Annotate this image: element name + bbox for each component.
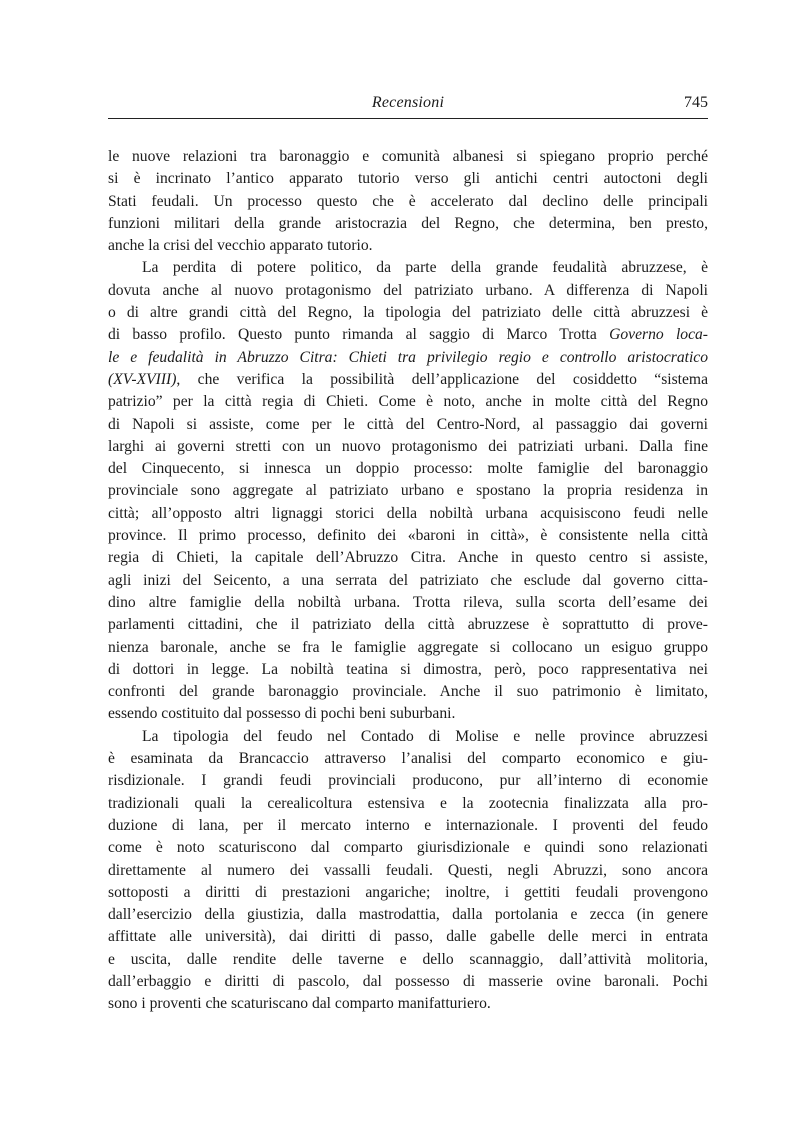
text-run: è esaminata da Brancaccio attraverso l’analisi del comparto economico e giu- xyxy=(108,750,708,768)
text-line xyxy=(108,681,708,703)
text-run: le nuove relazioni tra baronaggio e comunità albanesi si spiegano proprio perché xyxy=(108,148,708,165)
text-line xyxy=(108,793,708,815)
text-run: e uscita, dalle rendite delle taverne e dello scannaggio, dall’attività molitoria, xyxy=(108,950,708,968)
text-run: parlamenti cittadini, che il patriziato della città abruzzese è soprattutto di prove- xyxy=(108,616,708,634)
text-line xyxy=(108,257,708,279)
text-line xyxy=(108,748,708,770)
text-line xyxy=(108,191,708,213)
italic-text: le e feudalità in Abruzzo Citra: Chieti tra privilegio regio e controllo aristocratico xyxy=(108,348,708,366)
paragraph xyxy=(108,257,708,725)
text-run: si è incrinato l’antico apparato tutorio verso gli antichi centri autoctoni degli xyxy=(108,170,708,188)
text-run: dall’esercizio della giustizia, dalla mastrodattia, dalla portolania e zecca (in genere xyxy=(108,906,708,924)
text-line xyxy=(108,347,708,369)
text-run: del Cinquecento, si innesca un doppio processo: molte famiglie del baronaggio xyxy=(108,460,708,478)
italic-text: Governo loca- xyxy=(609,326,708,344)
text-run: larghi ai governi stretti con un nuovo protagonismo dei patriziati urbani. Dalla fine xyxy=(108,437,708,455)
text-line xyxy=(108,592,708,614)
text-line xyxy=(108,302,708,324)
text-run: regia di Chieti, la capitale dell’Abruzzo Citra. Anche in questo centro si assiste, xyxy=(108,549,708,567)
text-line xyxy=(108,369,708,391)
text-line xyxy=(108,570,708,592)
text-line xyxy=(108,703,708,725)
running-header xyxy=(108,92,708,119)
text-run: affittate alle università), dai diritti di passo, dalle gabelle delle merci in entrata xyxy=(108,928,708,946)
running-title: Recensioni xyxy=(371,94,445,111)
text-run: anche la crisi del vecchio apparato tutorio. xyxy=(108,237,373,255)
text-line xyxy=(108,168,708,190)
text-line xyxy=(108,926,708,948)
text-run: patrizio” per la città regia di Chieti. Come è noto, anche in molte città del Regno xyxy=(108,393,708,411)
text-line xyxy=(108,971,708,993)
text-line xyxy=(108,458,708,480)
text-run: risdizionale. I grandi feudi provinciali producono, pur all’interno di economie xyxy=(108,772,708,790)
text-line xyxy=(108,480,708,502)
text-run: Stati feudali. Un processo questo che è accelerato dal declino delle principali xyxy=(108,192,708,210)
text-line xyxy=(108,414,708,436)
text-run: essendo costituito dal possesso di pochi beni suburbani. xyxy=(108,705,456,723)
text-line xyxy=(108,547,708,569)
text-line xyxy=(108,837,708,859)
text-line xyxy=(108,882,708,904)
text-line xyxy=(108,770,708,792)
paragraph xyxy=(108,146,708,257)
body-text xyxy=(108,146,708,1016)
text-line xyxy=(108,436,708,458)
text-run: La perdita di potere politico, da parte della grande feudalità abruzzese, è xyxy=(142,259,708,277)
text-run: provinciale sono aggregate al patriziato urbano e spostano la propria residenza in xyxy=(108,482,708,500)
text-line xyxy=(108,213,708,235)
text-line xyxy=(108,280,708,302)
text-run: La tipologia del feudo nel Contado di Molise e nelle province abruzzesi xyxy=(142,727,708,745)
italic-text: (XV-XVIII) xyxy=(108,370,177,388)
paragraph xyxy=(108,726,708,1016)
text-line xyxy=(108,726,708,748)
page-number: 745 xyxy=(684,94,708,111)
text-run: tradizionali quali la cerealicoltura estensiva e la zootecnia finalizzata alla pro- xyxy=(108,794,708,812)
text-run: funzioni militari della grande aristocrazia del Regno, che determina, ben presto, xyxy=(108,214,708,232)
text-run: duzione di lana, per il mercato interno e internazionale. I proventi del feudo xyxy=(108,816,708,834)
text-line xyxy=(108,904,708,926)
text-run: di basso profilo. Questo punto rimanda al saggio di Marco Trotta xyxy=(108,326,610,344)
text-line xyxy=(108,659,708,681)
text-line xyxy=(108,235,708,257)
text-run: di Napoli si assiste, come per le città del Centro-Nord, al passaggio dai governi xyxy=(108,415,708,433)
text-run: sono i proventi che scaturiscano dal comparto manifatturiero. xyxy=(108,995,491,1013)
text-line xyxy=(108,860,708,882)
text-line xyxy=(108,324,708,346)
text-line xyxy=(108,815,708,837)
text-run: come è noto scaturiscono dal comparto giurisdizionale e quindi sono relazionati xyxy=(108,839,708,857)
text-run: dino altre famiglie della nobiltà urbana. Trotta rileva, sulla scorta dell’esame dei xyxy=(108,593,708,611)
text-line xyxy=(108,391,708,413)
text-run: nienza baronale, anche se fra le famiglie aggregate si collocano un esiguo gruppo xyxy=(108,638,708,656)
text-run: sottoposti a diritti di prestazioni angariche; inoltre, i gettiti feudali provengono xyxy=(108,883,708,901)
text-line xyxy=(108,614,708,636)
text-line xyxy=(108,949,708,971)
text-run: , che verifica la possibilità dell’applicazione del cosiddetto “sistema xyxy=(176,370,708,388)
text-line xyxy=(108,637,708,659)
text-run: province. Il primo processo, definito dei «baroni in città», è consistente nella città xyxy=(108,527,708,545)
text-line xyxy=(108,146,708,168)
text-run: agli inizi del Seicento, a una serrata del patriziato che esclude dal governo citta- xyxy=(108,571,708,589)
text-run: confronti del grande baronaggio provinciale. Anche il suo patrimonio è limitato, xyxy=(108,683,708,701)
text-run: dall’erbaggio e diritti di pascolo, dal possesso di masserie ovine baronali. Pochi xyxy=(108,972,708,990)
text-run: città; all’opposto altri lignaggi storici della nobiltà urbana acquisiscono feudi nelle xyxy=(108,504,708,522)
text-line xyxy=(108,503,708,525)
text-run: direttamente al numero dei vassalli feudali. Questi, negli Abruzzi, sono ancora xyxy=(108,861,708,879)
text-run: dovuta anche al nuovo protagonismo del patriziato urbano. A differenza di Napoli xyxy=(108,281,708,299)
text-line xyxy=(108,525,708,547)
text-run: o di altre grandi città del Regno, la tipologia del patriziato delle città abruzzesi è xyxy=(108,304,708,322)
text-run: di dottori in legge. La nobiltà teatina si dimostra, però, poco rappresentativa nei xyxy=(108,660,708,678)
text-line xyxy=(108,993,708,1015)
